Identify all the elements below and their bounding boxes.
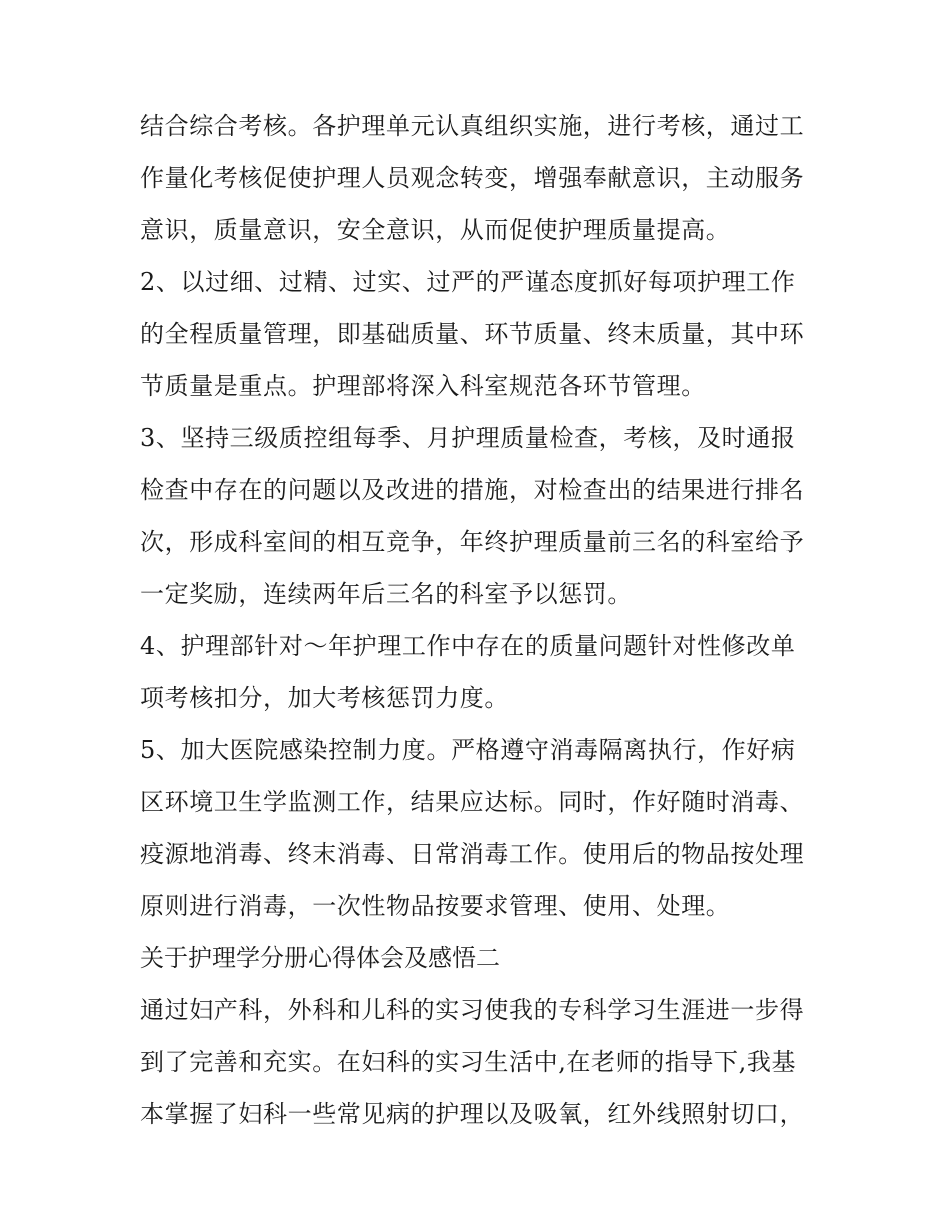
text-line: 作量化考核促使护理人员观念转变，增强奉献意识，主动服务: [140, 164, 805, 192]
text-line: 结合综合考核。各护理单元认真组织实施，进行考核，通过工: [140, 112, 805, 140]
text-line: 次，形成科室间的相互竞争，年终护理质量前三名的科室给予: [140, 528, 805, 556]
text-line: 到了完善和充实。在妇科的实习生活中,在老师的指导下,我基: [140, 1048, 797, 1076]
text-line: 疫源地消毒、终末消毒、日常消毒工作。使用后的物品按处理: [140, 840, 805, 868]
text-line: 原则进行消毒，一次性物品按要求管理、使用、处理。: [140, 892, 731, 920]
section-heading: 关于护理学分册心得体会及感悟二: [140, 944, 500, 972]
list-item-5-line: 5、加大医院感染控制力度。严格遵守消毒隔离执行，作好病: [140, 736, 796, 764]
text-line: 检查中存在的问题以及改进的措施，对检查出的结果进行排名: [140, 476, 805, 504]
text-line: 节质量是重点。护理部将深入科室规范各环节管理。: [140, 372, 706, 400]
text-line: 本掌握了妇科一些常见病的护理以及吸氧，红外线照射切口，: [140, 1100, 805, 1128]
text-line: 通过妇产科，外科和儿科的实习使我的专科学习生涯进一步得: [140, 996, 805, 1024]
document-page: [140, 100, 812, 1140]
text-line: 区环境卫生学监测工作，结果应达标。同时，作好随时消毒、: [140, 788, 805, 816]
list-item-3-line: 3、坚持三级质控组每季、月护理质量检查，考核，及时通报: [140, 424, 796, 452]
text-line: 意识，质量意识，安全意识，从而促使护理质量提高。: [140, 216, 731, 244]
text-line: 一定奖励，连续两年后三名的科室予以惩罚。: [140, 580, 632, 608]
text-line: 的全程质量管理，即基础质量、环节质量、终末质量，其中环: [140, 320, 805, 348]
text-line: 项考核扣分，加大考核惩罚力度。: [140, 684, 509, 712]
list-item-4-line: 4、护理部针对～年护理工作中存在的质量问题针对性修改单: [140, 632, 796, 660]
list-item-2-line: 2、以过细、过精、过实、过严的严谨态度抓好每项护理工作: [140, 268, 796, 296]
